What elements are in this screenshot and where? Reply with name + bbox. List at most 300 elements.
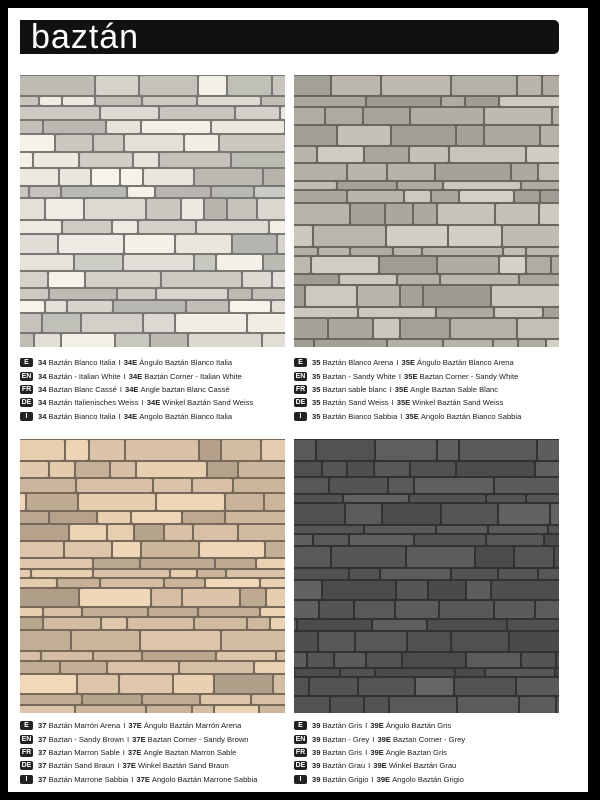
stone (547, 340, 559, 347)
stone (410, 147, 448, 162)
stone (50, 512, 96, 523)
stone (142, 121, 210, 133)
stone (257, 559, 285, 568)
stone (20, 608, 42, 616)
stone (144, 314, 174, 332)
stone (294, 164, 346, 180)
stone (346, 504, 381, 524)
stone (20, 579, 56, 587)
stone (557, 653, 559, 667)
stone (496, 204, 538, 224)
stone (116, 334, 149, 347)
stone (442, 504, 497, 524)
stone (294, 632, 317, 651)
stone (220, 135, 285, 151)
stone (90, 440, 124, 460)
stone (142, 542, 198, 557)
stone (527, 495, 559, 502)
stone (294, 620, 296, 630)
stone (20, 675, 76, 693)
stone (411, 108, 483, 124)
stone (344, 495, 408, 502)
stone (348, 164, 386, 180)
stone-texture-gris (294, 439, 559, 713)
stone (350, 535, 413, 545)
stone (367, 97, 440, 106)
stone (310, 678, 357, 695)
lang-badge: EN (21, 735, 32, 743)
stone (351, 248, 392, 255)
stone (358, 286, 399, 306)
caption-row: E 37 Baztán Marrón Arena I 37E Ángulo Baztán Marrón Arena (20, 719, 290, 732)
stone (294, 308, 357, 317)
stone (396, 601, 438, 618)
stone (432, 191, 458, 202)
stone (388, 340, 442, 347)
stone (233, 235, 276, 253)
stone (217, 652, 275, 660)
stone (113, 221, 137, 233)
stone (536, 601, 559, 618)
stone (556, 669, 559, 676)
stone (522, 182, 559, 189)
stone (441, 275, 518, 284)
stone (30, 187, 60, 197)
stone (338, 126, 390, 145)
stone-wall-image (20, 75, 285, 347)
caption-row: I 39 Baztán Grigio I 39E Angolo Baztán Grigio (294, 773, 564, 786)
stone (262, 440, 285, 460)
stone (199, 76, 226, 95)
stone (20, 235, 57, 253)
stone (312, 257, 378, 273)
stone (415, 535, 485, 545)
stone (294, 182, 336, 189)
stone (239, 462, 285, 477)
stone (271, 618, 285, 629)
stone (20, 187, 28, 197)
stone (143, 97, 196, 105)
stone (135, 525, 163, 540)
stone (407, 547, 474, 567)
stone (195, 255, 215, 270)
stone (520, 275, 559, 284)
stone (380, 257, 436, 273)
stone (452, 569, 497, 579)
stone (294, 257, 310, 273)
stone (376, 669, 454, 676)
stone (504, 248, 525, 255)
stone (424, 286, 490, 306)
captions-gris (294, 719, 564, 786)
stone (386, 204, 412, 224)
stone (306, 286, 356, 306)
stone (444, 182, 520, 189)
stone (553, 108, 559, 124)
stone (495, 478, 559, 493)
caption-row: EN 34 Baztán - Italian White I 34E Baztán Corner - Italian White (21, 371, 242, 381)
stone (174, 675, 213, 693)
stone (294, 697, 329, 713)
stone (270, 221, 285, 233)
stone (20, 121, 42, 133)
stone (125, 135, 183, 151)
stone (126, 440, 198, 460)
stone (56, 135, 92, 151)
stone (65, 542, 111, 557)
stone (449, 226, 501, 246)
stone (80, 589, 150, 606)
caption-row: DE 37 Baztán Sand Braun I 37E Winkel Baztán Sand Braun (21, 761, 229, 771)
stone (200, 542, 264, 557)
caption-row: I 35 Baztán Bianco Sabbia I 35E Angolo Baztán Bianco Sabbia (294, 410, 564, 423)
stone (193, 479, 232, 492)
stone (98, 512, 130, 523)
stone (365, 147, 408, 162)
stone (467, 581, 490, 599)
stone (512, 164, 537, 180)
stone (20, 618, 42, 629)
stone (199, 608, 259, 616)
stone (261, 579, 285, 587)
stone (134, 153, 158, 167)
stone (457, 126, 483, 145)
stone (27, 494, 77, 510)
stone (398, 275, 439, 284)
stone (132, 512, 181, 523)
stone (450, 147, 525, 162)
stone (59, 235, 123, 253)
stone (160, 107, 234, 119)
stone (44, 608, 81, 616)
stone (508, 620, 559, 630)
stone (20, 462, 48, 477)
stone (320, 601, 353, 618)
stone (527, 257, 550, 273)
stone (262, 97, 285, 105)
stone-texture-blanco (20, 75, 285, 347)
stone (294, 547, 330, 567)
lang-badge: E (294, 721, 307, 730)
stone (387, 226, 447, 246)
stone (543, 76, 559, 95)
stone (294, 581, 321, 599)
stone (253, 289, 285, 299)
stone (495, 601, 534, 618)
stone (118, 289, 155, 299)
stone (332, 547, 405, 567)
stone (34, 153, 78, 167)
stone (125, 235, 174, 253)
stone (429, 581, 465, 599)
stone (499, 504, 549, 524)
stone (318, 147, 363, 162)
stone (476, 547, 513, 567)
stone (108, 525, 133, 540)
stone (319, 248, 349, 255)
stone (317, 440, 374, 460)
stone (382, 76, 450, 95)
stone (520, 697, 555, 713)
stone (294, 440, 315, 460)
stone (383, 504, 440, 524)
stone (195, 618, 246, 629)
stone (515, 191, 539, 202)
stone (182, 199, 203, 219)
stone (152, 589, 181, 606)
stone (185, 135, 218, 151)
stone (536, 462, 559, 476)
stone (515, 547, 553, 567)
stone (66, 440, 88, 460)
stone (75, 255, 122, 270)
stone (165, 525, 192, 540)
stone (519, 340, 545, 347)
stone (416, 678, 453, 695)
stone (388, 164, 434, 180)
stone (544, 308, 559, 317)
stone (314, 226, 385, 246)
stone (20, 272, 47, 287)
stone (147, 199, 180, 219)
stone (495, 308, 542, 317)
stone (171, 570, 196, 577)
stone (549, 526, 559, 533)
page-title: baztán (31, 18, 140, 56)
stone (217, 255, 262, 270)
stone (457, 462, 534, 476)
stone (408, 632, 450, 651)
stone (394, 248, 421, 255)
stone (20, 479, 75, 492)
stone (492, 286, 559, 306)
stone (20, 652, 40, 660)
stone (466, 97, 498, 106)
stone (331, 697, 363, 713)
stone (20, 525, 68, 540)
stone (147, 706, 191, 713)
stone (518, 319, 559, 338)
stone (376, 440, 436, 460)
stone (438, 257, 498, 273)
stone (248, 314, 285, 332)
stone-wall-image (20, 439, 285, 713)
stone (92, 169, 119, 185)
stone (437, 308, 493, 317)
stone (46, 199, 83, 219)
stone (85, 199, 145, 219)
lang-badge: I (294, 775, 307, 784)
stone (294, 286, 304, 306)
stone (49, 272, 84, 287)
caption-row: E 39 Baztán Gris I 39E Ángulo Baztán Gris (294, 719, 564, 732)
stone (20, 314, 41, 332)
stone (438, 204, 494, 224)
stone (176, 314, 246, 332)
stone (487, 535, 543, 545)
stone (107, 121, 140, 133)
stone (215, 675, 272, 693)
stone (63, 221, 111, 233)
stone (332, 76, 380, 95)
stone (277, 652, 285, 660)
stone (442, 97, 464, 106)
stone (20, 255, 73, 270)
stone (522, 653, 555, 667)
stone (232, 153, 285, 167)
stone (157, 494, 224, 510)
stone (140, 76, 197, 95)
stone (261, 608, 285, 616)
stone (273, 272, 285, 287)
stone (20, 199, 44, 219)
stone (294, 462, 321, 476)
lang-badge: I (20, 412, 33, 421)
captions-marron (20, 719, 290, 786)
stone (20, 706, 74, 713)
stone (248, 618, 269, 629)
stone (294, 147, 316, 162)
stone (79, 494, 155, 510)
stone (367, 653, 401, 667)
stone (212, 121, 284, 133)
stone (20, 97, 38, 105)
stone (298, 620, 371, 630)
stone (215, 706, 258, 713)
lang-badge: E (294, 358, 307, 367)
stone (489, 526, 547, 533)
stone (32, 570, 92, 577)
stone (243, 272, 271, 287)
stone (20, 570, 30, 577)
stone (83, 695, 141, 704)
stone (323, 581, 395, 599)
stone (114, 301, 185, 312)
lang-badge: E (20, 358, 33, 367)
stone (278, 235, 285, 253)
stone (398, 182, 442, 189)
stone (397, 581, 427, 599)
lang-badge: E (20, 721, 33, 730)
stone (70, 525, 106, 540)
stone (340, 275, 396, 284)
stone (20, 542, 63, 557)
stone (365, 697, 388, 713)
stone (42, 652, 92, 660)
stone (338, 182, 396, 189)
stone (20, 440, 64, 460)
caption-row: FR 37 Baztan Marron Sable I 37E Angle Baztan Marron Sable (21, 747, 237, 757)
stone (330, 478, 387, 493)
stone (414, 204, 436, 224)
stone (61, 662, 106, 673)
stone (456, 669, 484, 676)
stone (500, 257, 525, 273)
stone (487, 495, 525, 502)
stone (294, 108, 324, 124)
stone (455, 678, 515, 695)
stone (94, 570, 169, 577)
stone (205, 199, 226, 219)
stone (557, 697, 559, 713)
stone (260, 706, 285, 713)
stone (255, 187, 285, 197)
stone (410, 495, 485, 502)
stone (527, 248, 559, 255)
stone (228, 199, 256, 219)
stone (264, 255, 285, 270)
stone (94, 652, 141, 660)
stone (212, 187, 253, 197)
stone (494, 340, 517, 347)
stone (121, 169, 142, 185)
stone-wall-image (294, 439, 559, 713)
caption-row: I 37 Baztán Marrone Sabbia I 37E Angolo Baztán Marrone Sabbia (20, 773, 290, 786)
stone (149, 608, 197, 616)
stone (111, 462, 135, 477)
stone (392, 126, 455, 145)
stone (314, 535, 348, 545)
stone (20, 494, 25, 510)
stone (415, 478, 493, 493)
stone (189, 334, 261, 347)
header-bar (20, 20, 559, 54)
stone (120, 675, 172, 693)
stone (451, 319, 516, 338)
stone (527, 147, 559, 162)
stone (94, 135, 123, 151)
stone (411, 462, 455, 476)
stone (20, 135, 54, 151)
stone (510, 632, 559, 651)
caption-row: I 34 Baztán Bianco Italia I 34E Angolo Baztán Bianco Italia (20, 410, 290, 423)
stone (137, 462, 206, 477)
stone (348, 191, 403, 202)
stone (294, 569, 348, 579)
stone (335, 653, 365, 667)
stone (467, 653, 520, 667)
caption-row: FR 39 Baztan Gris I 39E Angle Baztan Gris (295, 747, 447, 757)
stone (77, 479, 152, 492)
stone (234, 479, 285, 492)
stone (492, 581, 559, 599)
lang-badge: FR (21, 748, 32, 756)
stone (428, 620, 506, 630)
stone (375, 462, 409, 476)
stone (76, 462, 109, 477)
stone (141, 631, 220, 650)
lang-badge: FR (295, 748, 306, 756)
stone (222, 440, 260, 460)
stone (294, 319, 327, 338)
stone (258, 199, 285, 219)
stone (20, 169, 58, 185)
stone (263, 334, 285, 347)
stone (423, 248, 502, 255)
stone (239, 525, 285, 540)
stone (499, 569, 537, 579)
stone (156, 187, 210, 197)
stone-wall-image (294, 75, 559, 347)
stone (228, 76, 271, 95)
stone (160, 153, 230, 167)
stone (265, 494, 285, 510)
stone (63, 97, 94, 105)
stone (294, 275, 338, 284)
stone (359, 308, 435, 317)
stone (143, 695, 199, 704)
lang-badge: DE (295, 399, 306, 407)
